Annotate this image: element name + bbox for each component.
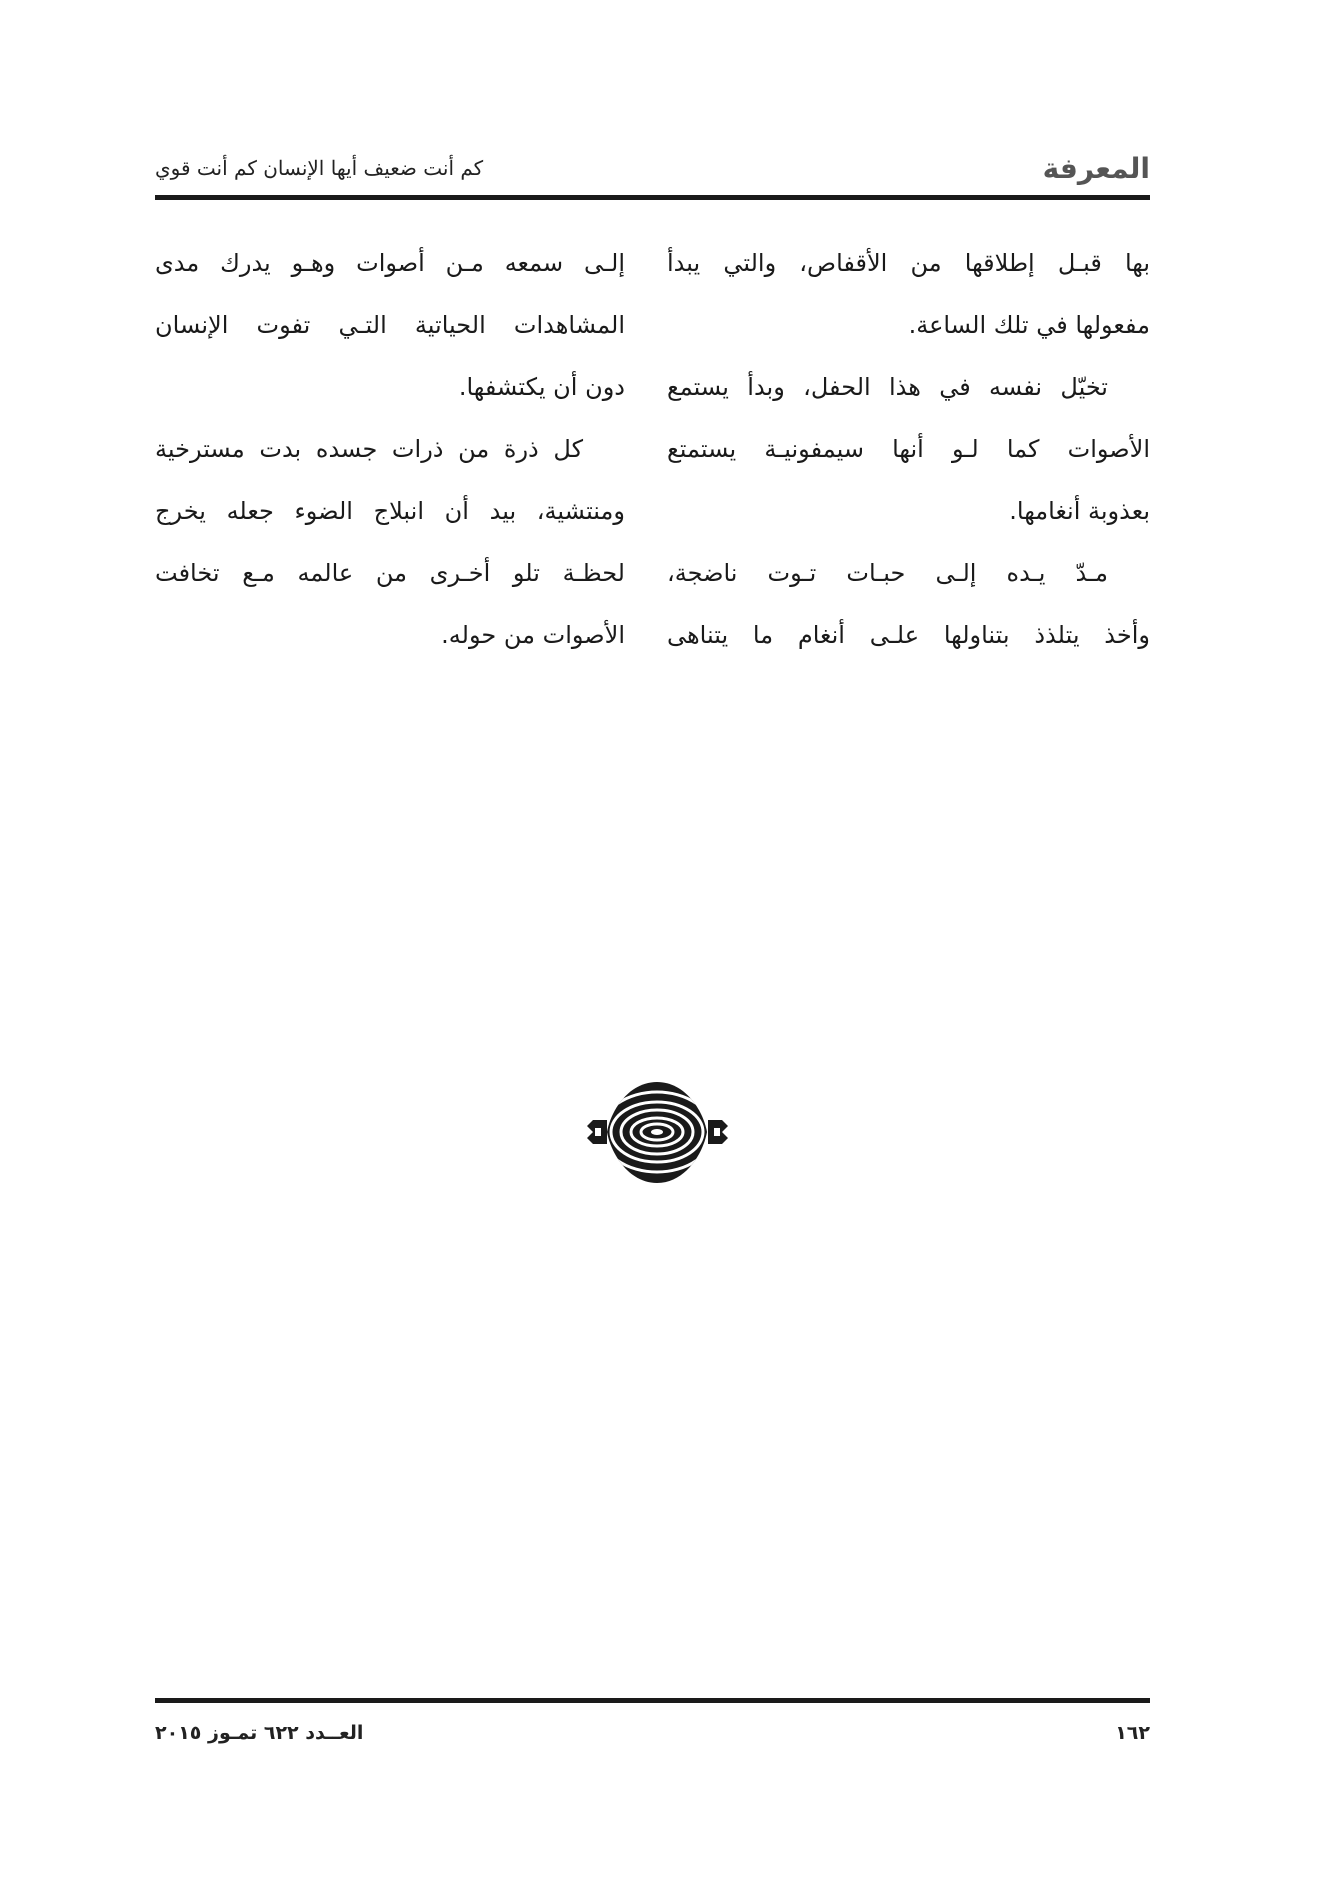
text-line: بها قبـل إطلاقها من الأقفاص، والتي يبدأ [667,249,1150,277]
text-line: الأصوات من حوله. [441,621,625,649]
text-line: المشاهدات الحياتية التـي تفوت الإنسان [155,311,625,339]
page-number: ١٦٢ [1115,1722,1150,1744]
magazine-logo: المعرفة [1042,152,1150,185]
text-line: تخيّل نفسه في هذا الحفل، وبدأ يستمع [667,373,1108,401]
text-line: الأصوات كما لـو أنها سيمفونيـة يستمتع [667,435,1150,463]
text-line: دون أن يكتشفها. [458,373,625,401]
header-divider [155,195,1150,200]
text-line: كل ذرة من ذرات جسده بدت مسترخية [155,435,583,463]
text-column-right [667,232,1150,666]
page-header [155,142,1150,192]
text-line: ومنتشية، بيد أن انبلاج الضوء جعله يخرج [155,497,625,525]
running-title: كم أنت ضعيف أيها الإنسان كم أنت قوي [155,156,484,180]
text-line: مـدّ يـده إلـى حبـات تـوت ناضجة، [667,559,1108,587]
decorative-ornament-icon [585,1080,730,1185]
text-line: لحظـة تلو أخـرى من عالمه مـع تخافت [155,559,625,587]
text-column-left [155,232,625,666]
issue-info: العــدد ٦٢٢ تمـوز ٢٠١٥ [155,1722,364,1744]
text-line: مفعولها في تلك الساعة. [908,311,1150,339]
text-line: إلـى سمعه مـن أصوات وهـو يدرك مدى [155,249,625,277]
page-footer [155,1722,1150,1762]
text-line: وأخذ يتلذذ بتناولها علـى أنغام ما يتناهى [667,621,1150,649]
footer-divider [155,1698,1150,1703]
text-line: بعذوبة أنغامها. [1009,497,1150,525]
